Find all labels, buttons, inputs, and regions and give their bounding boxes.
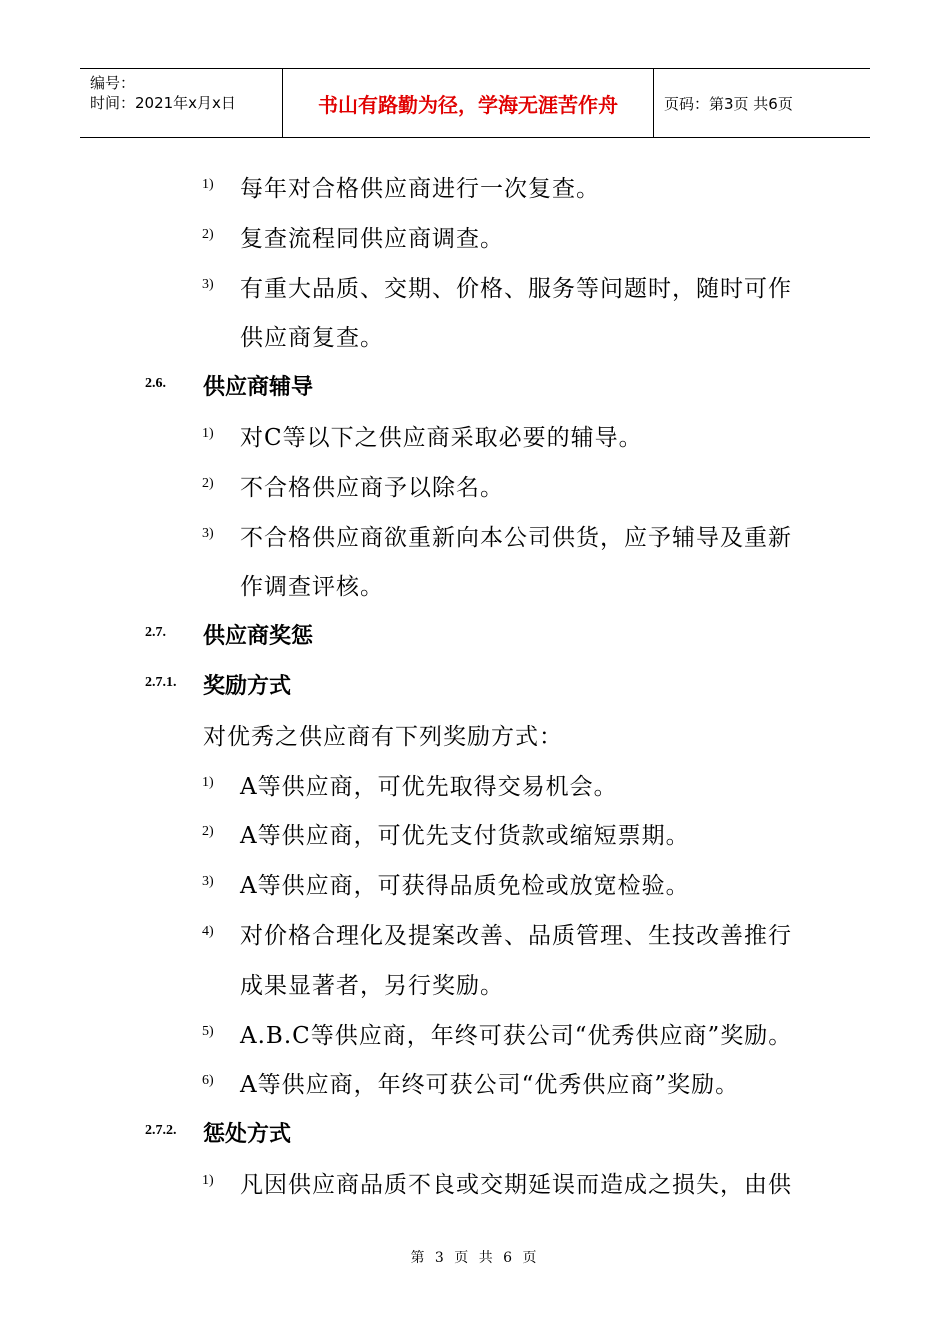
list-item-text: A等供应商，可优先支付货款或缩短票期。 <box>240 823 690 849</box>
header-motto: 书山有路勤为径，学海无涯苦作舟 <box>282 69 654 137</box>
list-number: 3) <box>202 526 214 541</box>
section-heading: 惩处方式 <box>203 1121 292 1147</box>
section-number: 2.7.2. <box>145 1123 177 1138</box>
list-item-text: 作调查评核。 <box>240 574 384 600</box>
list-item-text: 凡因供应商品质不良或交期延误而造成之损失，由供 <box>240 1172 792 1198</box>
list-item-text: 成果显著者，另行奖励。 <box>240 973 504 999</box>
list-number: 1) <box>202 1173 214 1188</box>
list-item-text: 供应商复查。 <box>240 325 384 351</box>
list-number: 2) <box>202 476 214 491</box>
list-number: 5) <box>202 1024 214 1039</box>
list-item-text: 对C等以下之供应商采取必要的辅导。 <box>240 425 643 451</box>
list-item-text: A等供应商，可优先取得交易机会。 <box>240 774 618 800</box>
list-number: 1) <box>202 426 214 441</box>
section-number: 2.7.1. <box>145 675 177 690</box>
number-label: 编号： <box>90 74 136 92</box>
list-item-text: 每年对合格供应商进行一次复查。 <box>240 176 600 202</box>
section-number: 2.6. <box>145 376 166 391</box>
page-footer: 第 3 页 共 6 页 <box>410 1250 540 1266</box>
list-item-text: 不合格供应商欲重新向本公司供货，应予辅导及重新 <box>240 525 792 551</box>
page-label: 页码：第3页 共6页 <box>664 94 793 113</box>
list-number: 1) <box>202 775 214 790</box>
list-number: 1) <box>202 177 214 192</box>
header-left-cell <box>80 69 282 137</box>
list-number: 6) <box>202 1073 214 1088</box>
list-number: 4) <box>202 924 214 939</box>
list-item-text: 不合格供应商予以除名。 <box>240 475 504 501</box>
list-item-text: 复查流程同供应商调查。 <box>240 226 504 252</box>
section-heading: 供应商辅导 <box>203 374 314 400</box>
section-number: 2.7. <box>145 625 166 640</box>
list-item-text: A等供应商，年终可获公司“优秀供应商”奖励。 <box>240 1072 740 1098</box>
time-label: 时间：2021年x月x日 <box>90 94 236 112</box>
list-item-text: 有重大品质、交期、价格、服务等问题时，随时可作 <box>240 276 792 302</box>
list-item-text: A.B.C等供应商，年终可获公司“优秀供应商”奖励。 <box>240 1023 793 1049</box>
list-number: 3) <box>202 277 214 292</box>
section-heading: 奖励方式 <box>203 673 292 699</box>
section-heading: 供应商奖惩 <box>203 623 314 649</box>
list-item-text: A等供应商，可获得品质免检或放宽检验。 <box>240 873 690 899</box>
list-number: 2) <box>202 824 214 839</box>
paragraph-text: 对优秀之供应商有下列奖励方式： <box>203 724 563 750</box>
list-number: 2) <box>202 227 214 242</box>
list-item-text: 对价格合理化及提案改善、品质管理、生技改善推行 <box>240 923 792 949</box>
header-table <box>80 68 870 138</box>
list-number: 3) <box>202 874 214 889</box>
